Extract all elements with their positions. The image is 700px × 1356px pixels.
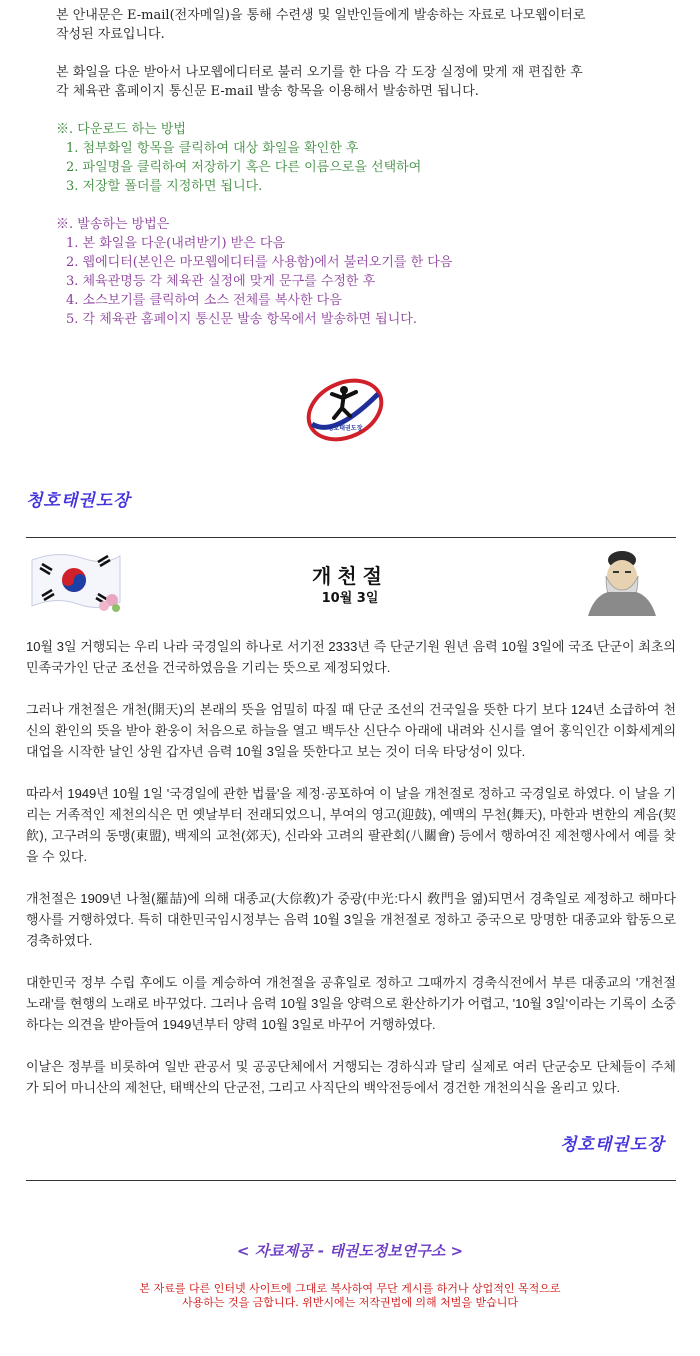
copyright-line-1: 본 자료를 다른 인터넷 사이트에 그대로 복사하여 무단 게시를 하거나 상업적인 목적으로 (139, 1282, 561, 1295)
send-heading: ※. 발송하는 방법은 (56, 217, 170, 232)
article-paragraph: 개천절은 1909년 나철(羅喆)에 의해 대종교(大倧敎)가 중광(中光:다시 敎門을 엶)되면서 경축일로 제정하고 해마다 행사를 거행하였다. 특히 대한민국임시정부는 음력 10월 3일을 개천절로 정하고 중국으로 망명한 대종교와 합동으로 경축하였다. (26, 891, 676, 948)
send-step: 3. 체육관명등 각 체육관 실정에 맞게 문구를 수정한 후 (66, 274, 376, 289)
intro-notice (56, 6, 676, 329)
taegukgi-flag-image (28, 546, 124, 616)
article-paragraph: 따라서 1949년 10월 1일 '국경일에 관한 법률'을 제정·공포하여 이 날을 개천절로 정하고 국경일로 하였다. 이 날을 기리는 거족적인 제천의식은 먼 옛날부터 전래되었으니, 부여의 영고(迎鼓), 예맥의 무천(舞天), 마한과 변한의 계음(契飮), 고구려의 동맹(東盟), 백제의 교천(郊天), 신라와 고려의 팔관회(八關會) 등에서 행하여진 제천행사에서 예를 찾을 수 있다. (26, 786, 676, 864)
send-step: 5. 각 체육관 홈페이지 통신문 발송 항목에서 발송하면 됩니다. (66, 312, 417, 327)
article-body (26, 636, 676, 1119)
article-title: 개천절 (312, 564, 388, 588)
download-step: 3. 저장할 폴더를 지정하면 됩니다. (66, 179, 263, 194)
article-paragraph: 10월 3일 거행되는 우리 나라 국경일의 하나로 서기전 2333년 즉 단군기원 원년 음력 10월 3일에 국조 단군이 최초의 민족국가인 단군 조선을 건국하였음을 기리는 뜻으로 제정되었다. (26, 639, 676, 675)
dojang-signature-bottom: 청호태권도장 (560, 1135, 665, 1155)
divider-top (26, 537, 676, 538)
intro-paragraph-1: 본 안내문은 E-mail(전자메일)을 통해 수련생 및 일반인들에게 발송하는 자료로 나모웹이터로 작성된 자료입니다. (56, 8, 586, 42)
download-heading: ※. 다운로드 하는 방법 (56, 122, 186, 137)
download-step: 1. 첨부화일 항목을 클릭하여 대상 화일을 확인한 후 (66, 141, 359, 156)
intro-paragraph-2: 본 화일을 다운 받아서 나모웹에디터로 불러 오기를 한 다음 각 도장 실정에 맞게 재 편집한 후 각 체육관 홈페이지 통신문 E-mail 발송 항목을 이용해서 발송하면 됩니다. (56, 65, 583, 99)
send-instructions (56, 215, 676, 329)
source-credit: < 자료제공 - 태권도정보연구소 > (236, 1242, 464, 1260)
dojang-signature-top: 청호태권도장 (26, 491, 131, 511)
divider-bottom (26, 1180, 676, 1181)
article-paragraph: 이날은 정부를 비롯하여 일반 관공서 및 공공단체에서 거행되는 경하식과 달리 실제로 여러 단군숭모 단체들이 주체가 되어 마니산의 제천단, 태백산의 단군전, 그리고 사직단의 백악전등에서 경건한 개천의식을 올리고 있다. (26, 1059, 676, 1095)
send-step: 1. 본 화일을 다운(내려받기) 받은 다음 (66, 236, 286, 251)
logo-text: 청호태권도장 (327, 425, 363, 432)
dangun-portrait-image (582, 546, 662, 616)
article-paragraph: 그러나 개천절은 개천(開天)의 본래의 뜻을 엄밀히 따질 때 단군 조선의 건국일을 뜻한 다기 보다 124년 소급하여 천신의 환인의 뜻을 받아 환웅이 처음으로 하늘을 열고 백두산 신단수 아래에 내려와 신시를 열어 홍익인간 이화세계의 대업을 시작한 날인 상원 갑자년 음력 10월 3일을 뜻한다고 보는 것이 더욱 타당성이 있다. (26, 702, 676, 759)
copyright-notice (100, 1282, 600, 1310)
download-instructions (56, 120, 676, 196)
article-paragraph: 대한민국 정부 수립 후에도 이를 계승하여 개천절을 공휴일로 정하고 그때까지 경축식전에서 부른 대종교의 '개천절 노래'를 현행의 노래로 바꾸었다. 그러나 음력 10월 3일을 양력으로 환산하기가 어렵고, '10월 3일'이라는 기록이 소중하다는 의견을 받아들여 1949년부터 양력 10월 3일로 바꾸어 거행하였다. (26, 975, 676, 1032)
send-step: 4. 소스보기를 클릭하여 소스 전체를 복사한 다음 (66, 293, 342, 308)
send-step: 2. 웹에디터(본인은 마모웹에디터를 사용함)에서 불러오기를 한 다음 (66, 255, 453, 270)
article-date: 10월 3일 (321, 591, 379, 606)
copyright-line-2: 사용하는 것을 금합니다. 위반시에는 저작권법에 의해 처벌을 받습니다 (181, 1296, 519, 1309)
download-step: 2. 파일명을 클릭하여 저장하기 혹은 다른 이름으로을 선택하여 (66, 160, 422, 175)
dojang-logo (304, 372, 386, 442)
